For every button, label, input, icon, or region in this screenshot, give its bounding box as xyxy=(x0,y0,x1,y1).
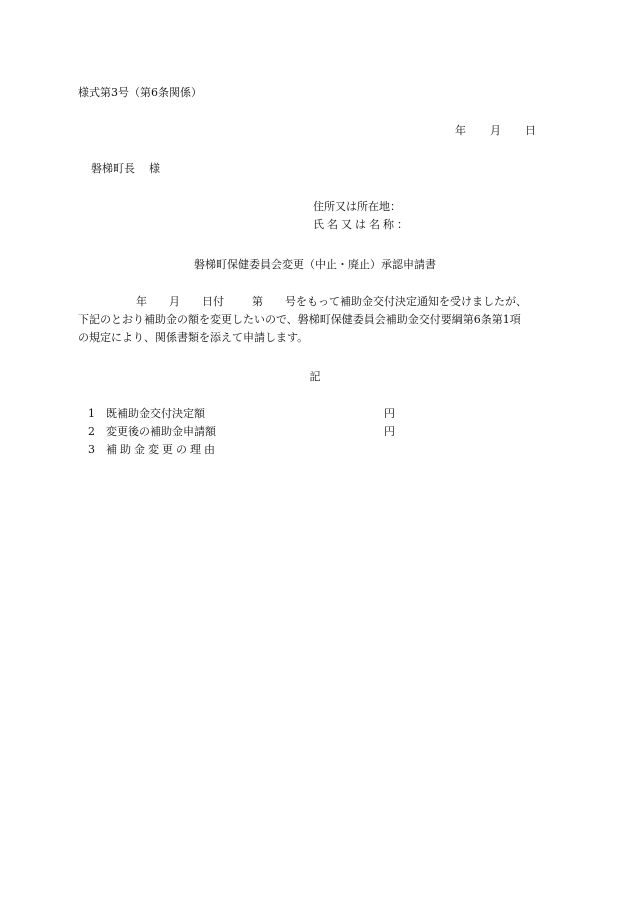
date-day: 日 xyxy=(525,124,536,137)
address-label: 住所又は所在地： xyxy=(313,200,401,213)
date-line xyxy=(455,122,536,138)
item-label: 既補助金交付決定額 xyxy=(106,407,205,420)
item-unit: 円 xyxy=(384,425,395,438)
body-month: 月 xyxy=(169,295,180,308)
document-title: 磐梯町保健委員会変更（中止・廃止）承認申請書 xyxy=(194,258,436,271)
form-number: 様式第3号（第6条関係） xyxy=(78,86,202,99)
body-text xyxy=(78,293,527,347)
item-number: 2 xyxy=(88,425,95,438)
body-line-2: 下記のとおり補助金の額を変更したいので、磐梯町保健委員会補助金交付要綱第6条第1項 xyxy=(78,313,521,326)
name-label: 氏名又は名称： xyxy=(313,218,411,231)
item-label: 変更後の補助金申請額 xyxy=(106,425,216,438)
body-line-1-rest: 号をもって補助金交付決定通知を受けましたが、 xyxy=(285,295,527,308)
body-day: 日付 xyxy=(202,295,224,308)
list-item xyxy=(88,441,395,459)
item-label: 補助金変更の理由 xyxy=(106,443,218,456)
date-month: 月 xyxy=(490,124,501,137)
body-line-1 xyxy=(78,293,527,311)
addressee xyxy=(91,160,160,176)
item-number: 3 xyxy=(88,443,95,456)
list-item xyxy=(88,405,395,423)
body-dai: 第 xyxy=(252,295,263,308)
list-item xyxy=(88,423,395,441)
item-unit: 円 xyxy=(384,407,395,420)
ki-heading: 記 xyxy=(309,370,321,383)
applicant-block xyxy=(313,198,411,234)
item-number: 1 xyxy=(88,407,95,420)
addressee-honorific: 様 xyxy=(149,162,160,175)
body-year: 年 xyxy=(136,295,147,308)
addressee-name: 磐梯町長 xyxy=(91,162,135,175)
body-line-3: の規定により、関係書類を添えて申請します。 xyxy=(78,331,309,344)
item-list xyxy=(88,405,395,459)
date-year: 年 xyxy=(455,124,466,137)
